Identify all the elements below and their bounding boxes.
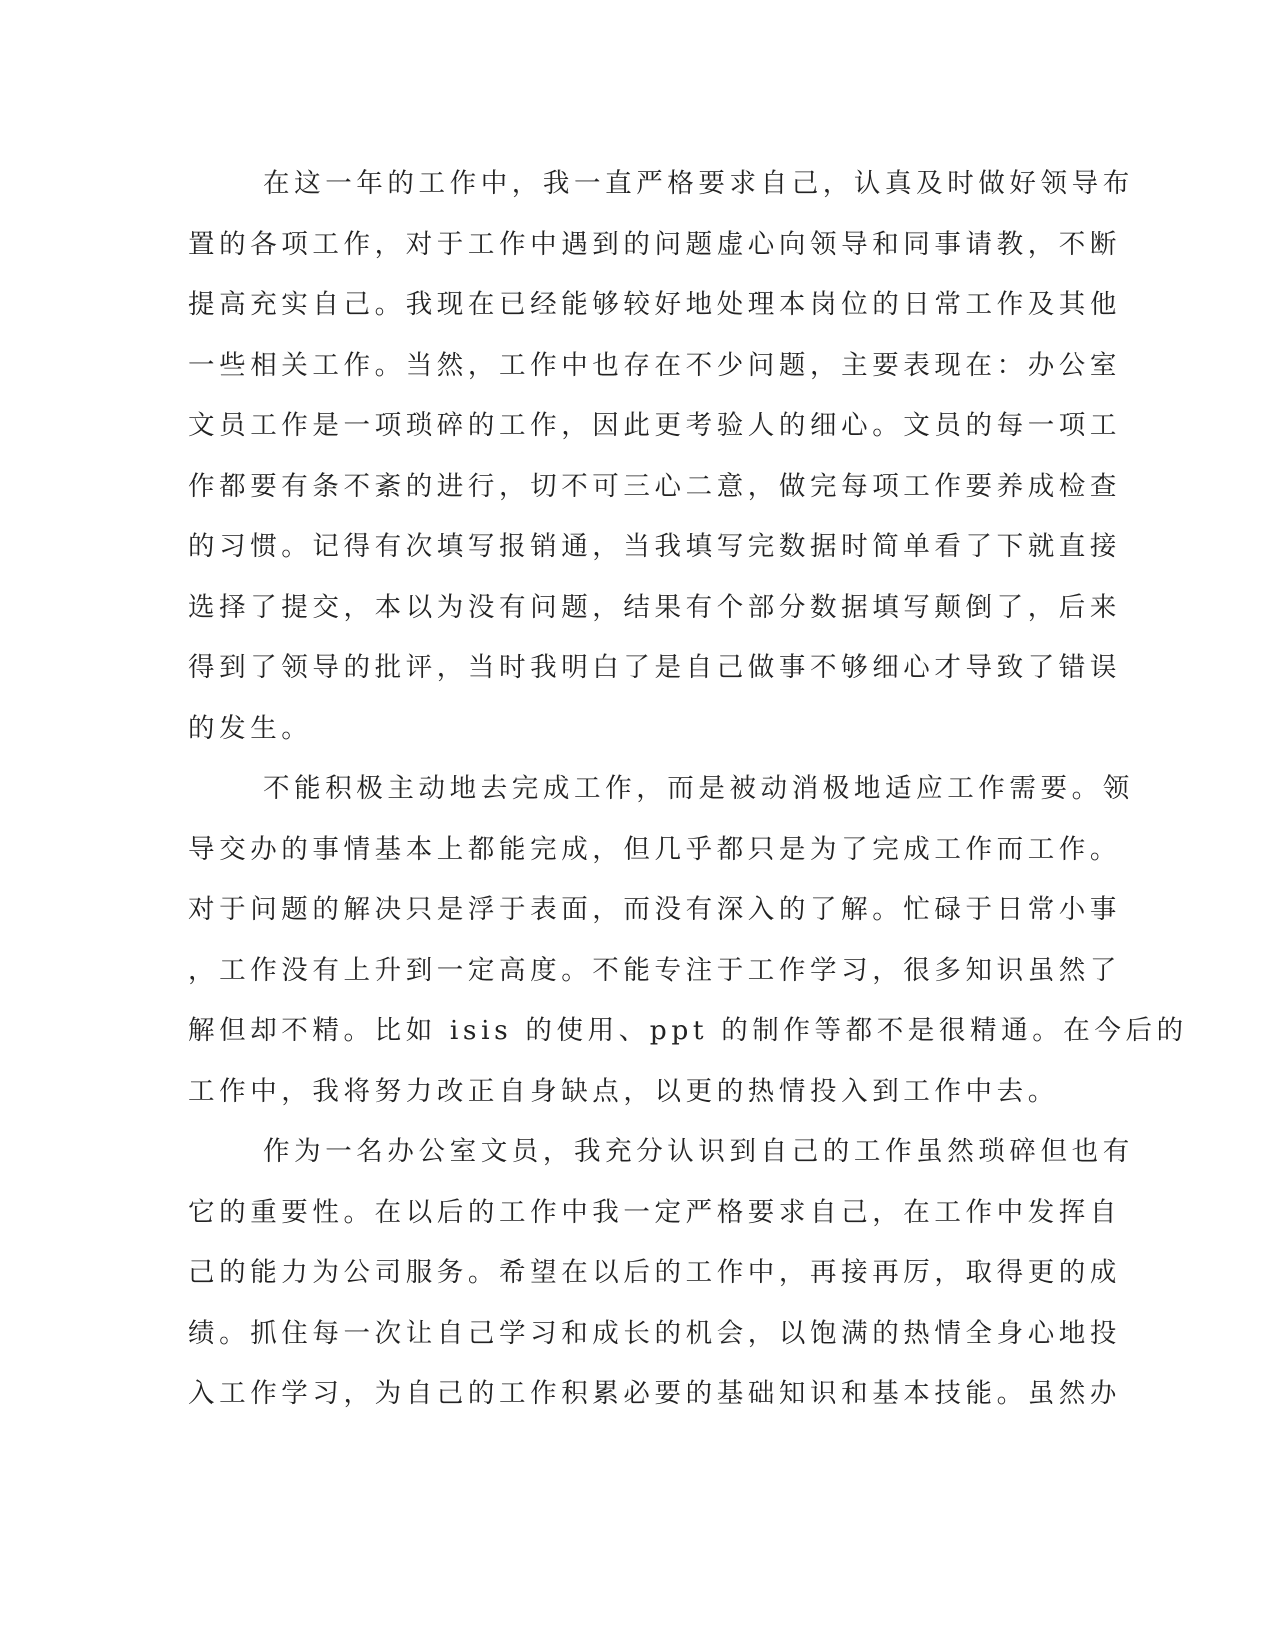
- text-line: 绩。抓住每一次让自己学习和成长的机会，以饱满的热情全身心地投: [188, 1317, 1121, 1349]
- text-line: 文员工作是一项琐碎的工作，因此更考验人的细心。文员的每一项工: [188, 410, 1121, 441]
- paragraph-2: [188, 759, 1188, 1122]
- paragraph-3: [188, 1122, 1134, 1425]
- text-line: 工作中，我将努力改正自身缺点，以更的热情投入到工作中去。: [188, 1075, 1059, 1107]
- text-line: 作都要有条不紊的进行，切不可三心二意，做完每项工作要养成检查: [188, 470, 1121, 502]
- text-line: 导交办的事情基本上都能完成，但几乎都只是为了完成工作而工作。: [188, 833, 1121, 865]
- text-line: ，工作没有上升到一定高度。不能专注于工作学习，很多知识虽然了: [188, 954, 1121, 986]
- text-line: 不能积极主动地去完成工作，而是被动消极地适应工作需要。领: [263, 773, 1134, 804]
- text-line: 作为一名办公室文员，我充分认识到自己的工作虽然琐碎但也有: [263, 1136, 1134, 1167]
- text-line: 的发生。: [188, 712, 313, 744]
- text-line: 入工作学习，为自己的工作积累必要的基础知识和基本技能。虽然办: [188, 1378, 1121, 1409]
- text-line: 的习惯。记得有次填写报销通，当我填写完数据时简单看了下就直接: [188, 531, 1121, 562]
- text-line: 在这一年的工作中，我一直严格要求自己，认真及时做好领导布: [263, 168, 1134, 199]
- text-line: 对于问题的解决只是浮于表面，而没有深入的了解。忙碌于日常小事: [188, 894, 1121, 925]
- text-line: 己的能力为公司服务。希望在以后的工作中，再接再厉，取得更的成: [188, 1257, 1121, 1288]
- text-line: 提高充实自己。我现在已经能够较好地处理本岗位的日常工作及其他: [188, 289, 1121, 320]
- text-line: 解但却不精。比如 isis 的使用、ppt 的制作等都不是很精通。在今后的: [188, 1015, 1188, 1046]
- text-line: 置的各项工作，对于工作中遇到的问题虚心向领导和同事请教，不断: [188, 228, 1121, 260]
- text-line: 得到了领导的批评，当时我明白了是自己做事不够细心才导致了错误: [188, 652, 1121, 683]
- text-line: 一些相关工作。当然，工作中也存在不少问题，主要表现在：办公室: [188, 349, 1121, 381]
- body-text: [188, 154, 1188, 1425]
- text-line: 它的重要性。在以后的工作中我一定严格要求自己，在工作中发挥自: [188, 1196, 1121, 1228]
- text-line: 选择了提交，本以为没有问题，结果有个部分数据填写颠倒了，后来: [188, 591, 1121, 623]
- paragraph-1: [188, 154, 1134, 759]
